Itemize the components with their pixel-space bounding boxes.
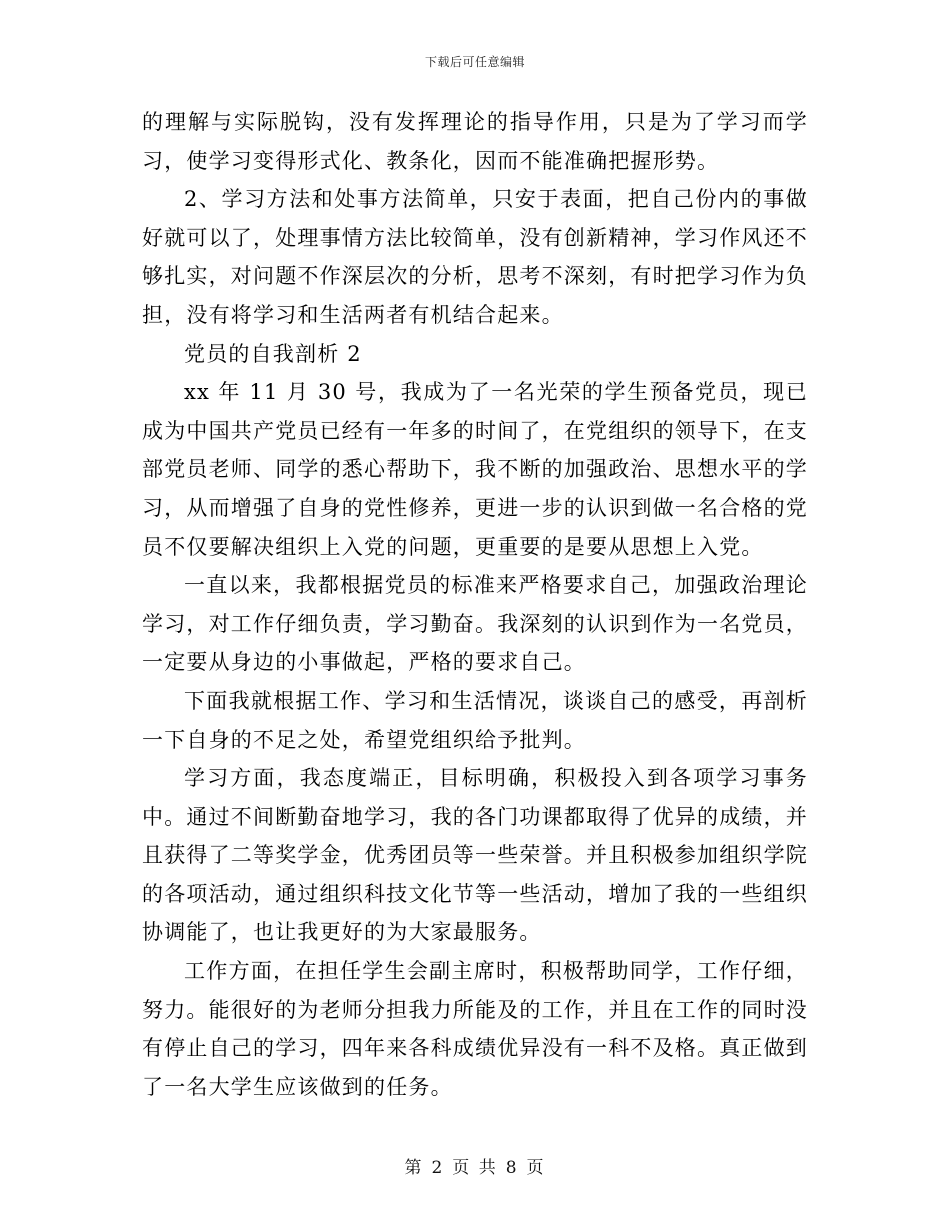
paragraph-2: 2、学习方法和处事方法简单，只安于表面，把自己份内的事做好就可以了，处理事情方法比较简单，没有创新精神，学习作风还不够扎实，对问题不作深层次的分析，思考不深刻，有时把学习作为负担，没有将学习和生活两者有机结合起来。 (142, 187, 808, 327)
page-footer (0, 1153, 950, 1178)
footer-suffix: 页 (526, 1158, 546, 1178)
paragraph-7: 工作方面，在担任学生会副主席时，积极帮助同学，工作仔细，努力。能很好的为老师分担我力所能及的工作，并且在工作的同时没有停止自己的学习，四年来各科成绩优异没有一科不及格。真正做到了一名大学生应该做到的任务。 (142, 959, 808, 1099)
paragraph-4: 一直以来，我都根据党员的标准来严格要求自己，加强政治理论学习，对工作仔细负责，学习勤奋。我深刻的认识到作为一名党员，一定要从身边的小事做起，严格的要求自己。 (142, 573, 808, 675)
paragraph-6: 学习方面，我态度端正，目标明确，积极投入到各项学习事务中。通过不间断勤奋地学习，我的各门功课都取得了优异的成绩，并且获得了二等奖学金，优秀团员等一些荣誉。并且积极参加组织学院的各项活动，通过组织科技文化节等一些活动，增加了我的一些组织协调能了，也让我更好的为大家最服务。 (142, 766, 808, 945)
section-heading: 党员的自我剖析 2 (184, 341, 362, 366)
current-page-number: 2 (431, 1158, 445, 1178)
footer-middle: 页 共 (452, 1158, 498, 1178)
document-body (142, 103, 808, 1106)
total-page-count: 8 (505, 1158, 519, 1178)
footer-prefix: 第 (404, 1158, 424, 1178)
paragraph-5: 下面我就根据工作、学习和生活情况，谈谈自己的感受，再剖析一下自身的不足之处，希望党组织给予批判。 (142, 688, 808, 752)
paragraph-1: 的理解与实际脱钩，没有发挥理论的指导作用，只是为了学习而学习，使学习变得形式化、教条化，因而不能准确把握形势。 (142, 110, 808, 173)
paragraph-3: xx 年 11 月 30 号，我成为了一名光荣的学生预备党员，现已成为中国共产党员已经有一年多的时间了，在党组织的领导下，在支部党员老师、同学的悉心帮助下，我不断的加强政治、思想水平的学习，从而增强了自身的党性修养，更进一步的认识到做一名合格的党员不仅要解决组织上入党的问题，更重要的是要从思想上入党。 (142, 380, 808, 559)
page-header: 下载后可任意编辑 (424, 55, 525, 69)
